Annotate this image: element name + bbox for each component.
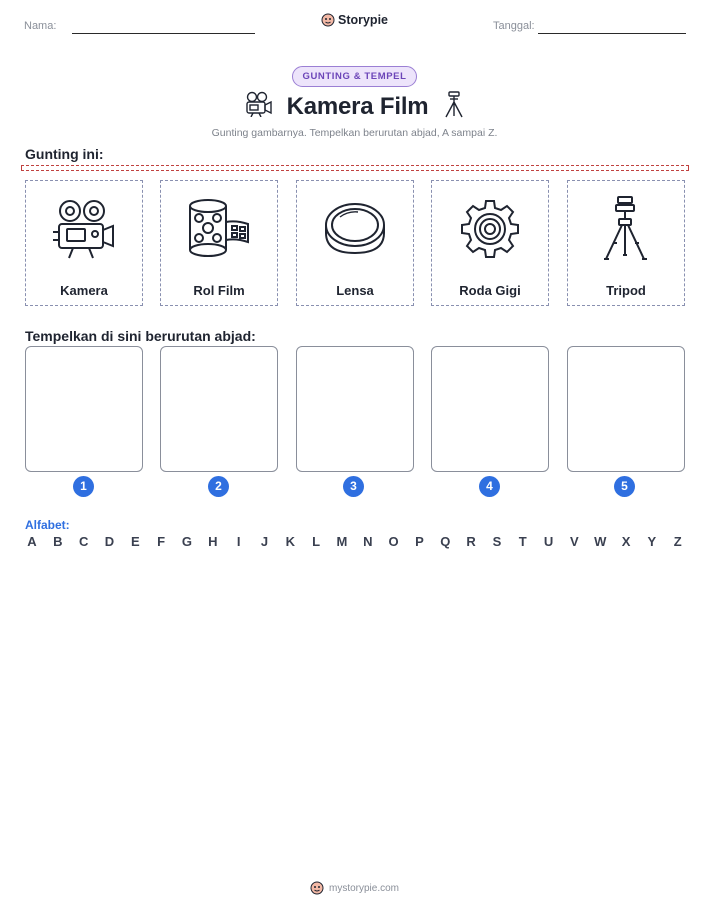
paste-slot-3[interactable]	[296, 346, 414, 472]
alphabet-letter: K	[285, 534, 295, 549]
footer	[0, 881, 709, 898]
paste-slot-5[interactable]	[567, 346, 685, 472]
gear-icon	[432, 189, 548, 269]
date-label: Tanggal:	[493, 20, 535, 32]
storypie-logo-icon	[321, 13, 335, 30]
title-row	[0, 90, 709, 123]
alphabet-letter: P	[415, 534, 424, 549]
name-label: Nama:	[24, 20, 57, 32]
film-reel-icon	[161, 189, 277, 269]
cut-card-label: Tripod	[606, 283, 646, 298]
alphabet-title: Alfabet:	[25, 518, 70, 532]
cut-card-camera[interactable]	[25, 180, 143, 306]
slot-number-4: 4	[479, 476, 500, 497]
cut-card-label: Roda Gigi	[459, 283, 521, 298]
cut-heading: Gunting ini:	[25, 146, 104, 162]
cut-card-gear[interactable]	[431, 180, 549, 306]
alphabet-letter: N	[363, 534, 373, 549]
alphabet-letter: R	[466, 534, 476, 549]
tripod-icon	[442, 90, 466, 123]
alphabet-letter: S	[492, 534, 502, 549]
alphabet-letter: U	[543, 534, 554, 549]
alphabet-letter: G	[181, 534, 193, 549]
alphabet-row	[25, 534, 685, 549]
alphabet-letter: X	[621, 534, 631, 549]
slot-number-1: 1	[73, 476, 94, 497]
alphabet-letter: W	[594, 534, 607, 549]
alphabet-letter: V	[570, 534, 579, 549]
brand	[0, 13, 709, 30]
alphabet-letter: F	[157, 534, 166, 549]
alphabet-letter: B	[53, 534, 63, 549]
alphabet-letter: L	[312, 534, 321, 549]
cut-card-label: Kamera	[60, 283, 108, 298]
alphabet-letter: D	[104, 534, 115, 549]
badge-wrap	[0, 66, 709, 87]
paste-slot-4[interactable]	[431, 346, 549, 472]
cut-card-film-reel[interactable]	[160, 180, 278, 306]
alphabet-letter: M	[336, 534, 348, 549]
name-line[interactable]	[72, 33, 255, 34]
alphabet-letter: J	[260, 534, 269, 549]
alphabet-letter: Z	[673, 534, 682, 549]
alphabet-letter: A	[27, 534, 37, 549]
cut-card-label: Rol Film	[193, 283, 245, 298]
date-line[interactable]	[538, 33, 686, 34]
movie-camera-icon	[26, 189, 142, 269]
page-title: Kamera Film	[286, 92, 429, 120]
activity-badge: GUNTING & TEMPEL	[292, 66, 416, 87]
paste-slot-1[interactable]	[25, 346, 143, 472]
paste-slot-2[interactable]	[160, 346, 278, 472]
slot-number-5: 5	[614, 476, 635, 497]
alphabet-letter: Q	[440, 534, 451, 549]
footer-url[interactable]: mystorypie.com	[328, 883, 399, 894]
movie-camera-icon	[243, 91, 273, 122]
slot-number-2: 2	[208, 476, 229, 497]
brand-name: Storypie	[337, 13, 388, 27]
instructions: Gunting gambarnya. Tempelkan berurutan abjad, A sampai Z.	[211, 127, 498, 139]
tripod-icon	[568, 189, 684, 269]
slot-number-3: 3	[343, 476, 364, 497]
lens-icon	[297, 189, 413, 269]
alphabet-letter: O	[388, 534, 399, 549]
alphabet-letter: Y	[647, 534, 657, 549]
cut-card-lens[interactable]	[296, 180, 414, 306]
alphabet-letter: T	[518, 534, 527, 549]
cut-line	[21, 165, 689, 171]
cut-card-label: Lensa	[336, 283, 374, 298]
paste-heading: Tempelkan di sini berurutan abjad:	[25, 328, 256, 344]
storypie-logo-icon	[310, 881, 324, 898]
alphabet-letter: C	[78, 534, 89, 549]
cut-card-tripod[interactable]	[567, 180, 685, 306]
alphabet-letter: I	[236, 534, 241, 549]
alphabet-letter: E	[130, 534, 140, 549]
alphabet-letter: H	[208, 534, 218, 549]
